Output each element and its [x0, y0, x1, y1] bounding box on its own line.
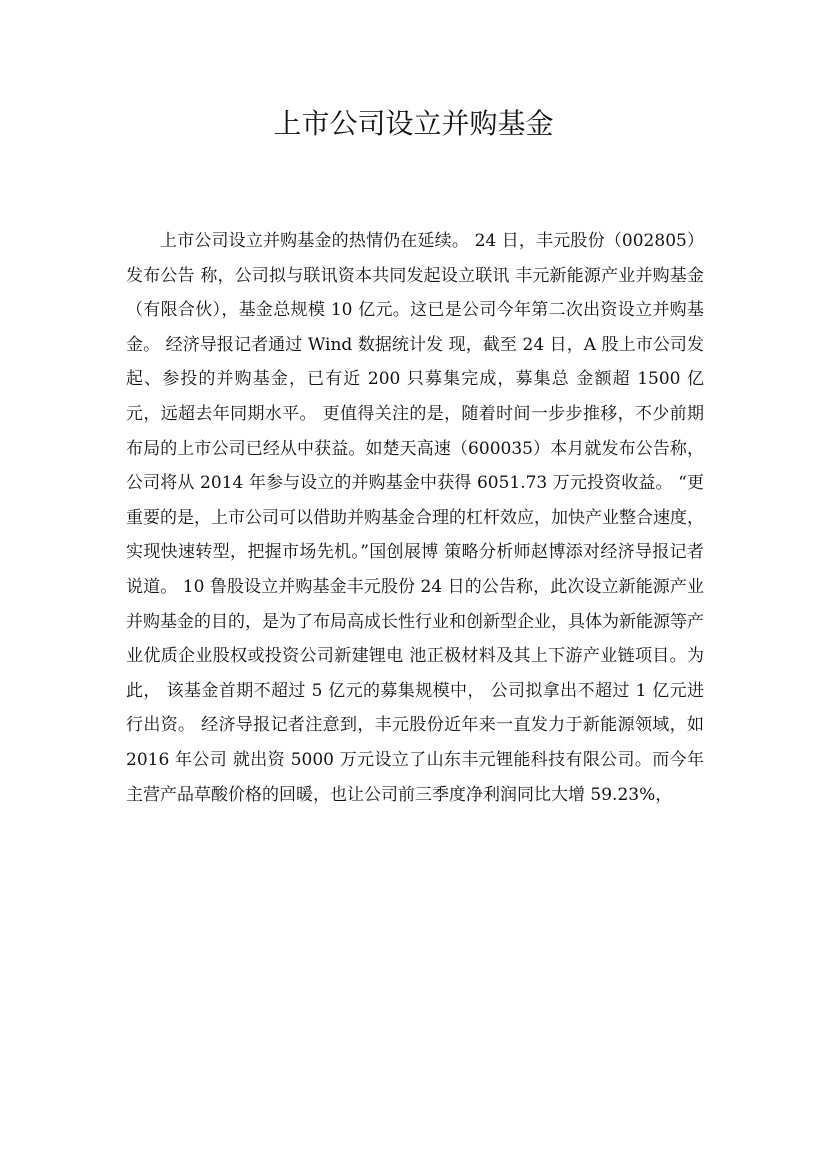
document-title: 上市公司设立并购基金 [273, 107, 554, 140]
body-paragraph: 上市公司设立并购基金的热情仍在延续。 24 日，丰元股份（002805）发布公告 称，公司拟与联讯资本共同发起设立联讯 丰元新能源产业并购基金（有限合伙），基金总规模 10 亿元。这已是公司今年第二次出资设立并购基金。 经济导报记者通过 Wind 数据统计发 现，截至 24 日，A 股上市公司发起、参投的并购基金，已有近 200 只募集完成，募集总 金额超 1500 亿元，远超去年同期水平。 更值得关注的是，随着时间一步步推移，不少前期布局的上市公司已经从中获益。如楚天高速（600035）本月就发布公告称，公司将从 2014 年参与设立的并购基金中获得 6051.73 万元投资收益。 “更重要的是，上市公司可以借助并购基金合理的杠杆效应，加快产业整合速度， 实现快速转型，把握市场先机。”国创展博 策略分析师赵博添对经济导报记者说道。 10 鲁股设立并购基金丰元股份 24 日的公告称，此次设立新能源产业并购基金的目的，是为了布局高成长性行业和创新型企业，具体为新能源等产业优质企业股权或投资公司新建锂电 池正极材料及其上下游产业链项目。为此， 该基金首期不超过 5 亿元的募集规模中， 公司拟拿出不超过 1 亿元进行出资。 经济导报记者注意到，丰元股份近年来一直发力于新能源领域，如 2016 年公司 就出资 5000 万元设立了山东丰元锂能科技有限公司。而今年主营产品草酸价格的回暖，也让公司前三季度净利润同比大增 59.23%， [126, 231, 704, 805]
